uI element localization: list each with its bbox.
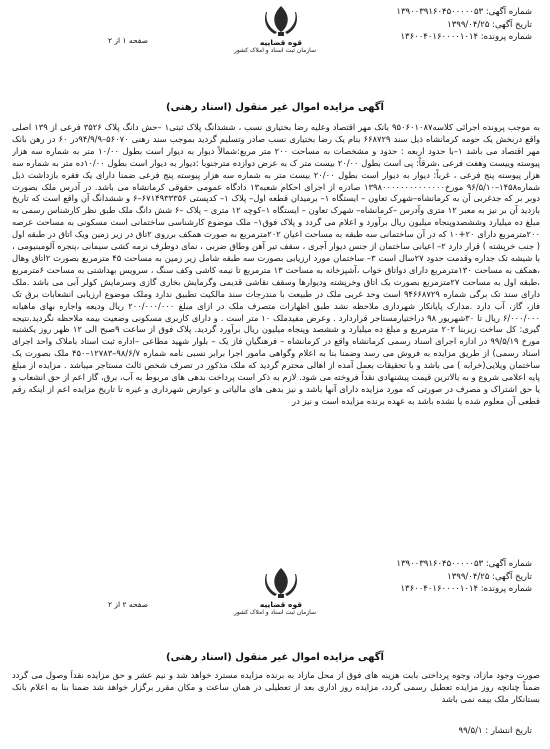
notice-meta-2 [396, 558, 532, 596]
page-label-1: صفحه ۱ از ۲ [108, 36, 148, 45]
notice-body-2: صورت وجود مازاد، وجوه پرداختی بابت هزینه های فوق از محل مازاد به برنده مزایده مسترد خواهد شد و نیم عشر و حق مزایده نقداً وصول می گردد ضمناً چنانچه روز مزایده تعطیل رسمی گردد، مزایده روز اداری بعد از تعطیلی در همان ساعت و مکان مقرر برگزار خواهد شد ضمنا بنا به اعلام بانک بستانکار ملک بیمه نمی باشد [12, 670, 540, 704]
logo-subtitle: سازمان ثبت اسناد و املاک کشور [233, 47, 316, 54]
logo-title: قوه قضاییه [259, 600, 303, 609]
publish-date: تاریخ انتشار : ۹۹/۵/۱ [458, 726, 532, 736]
case-number: شماره پرونده: ۱۳۶۰۰۴۰۱۶۰۰۰۰۱۰۱۴ [400, 32, 532, 42]
notice-body-1: به موجب پرونده اجرائی کلاسه۹۵۰۶۰۱۰۸۷ بانک مهر اقتصاد وعلیه رضا بختیاری نسب ، ششدانگ پلاک ثبتی۱ –حش دانگ پلاک ۳۵۲۶ فرعی از ۱۳۹ اصلی واقع دربخش یک حومه کرمانشاه ذیل سند ۶۶۸۷۲۹ بنام یک رضا بختیاری نسب صادر وتسلیم گردید بموجب سند رهنی ۵۶۰۷۰–۹۴/۹/۹در ۶۰ در رهن بانک مهر اقتصاد می باشد ۱–با حدود اربعه : حدود و مشخصات به مساحت ۲۰۰ متر مربع:شمالاً دیوار به دیوار است بطول ۱۰/۰۰ متر به شماره سه هزار پیوسته وییست وهفت فرعی ،شرقاً: پی است بطول ۲۰/۰۰ بیست متر ک به عرض دوازده مترجنوبا :دیوار به دیوار است بطول ۱۰/۰۰ده متر به شماره سه هزار پیوسته پنج فرعی ، غرباً: دیوار به دیوار است بطول ۲۰/۰۰ بیست متر به شماره سه هزار پیوسته پنج فرعی ضمنا دارای یک فقره بازداشت ذیل شماره۱۴۵۸–۹۶/۵/۱۰ مورخ۱۳۹۸۰۰۰۰۰۰۰۰۰۰۰۰۰۰ صادره از اجرای احکام شعبه۱۳ دادگاه عمومی حقوقی کرمانشاه می باشد. در آدرس ملک بصورت دوبر بر که جدغربی آن به کرمانشاه–شهرک تعاون – ایستگاه ۱– برمیدان قطعه اول– پلاک ۱– کدپستی ۶۷۱۴۹۳۳۳۵۶–۶ و ششدانگ آن واقع است که تاریخ بازدید آن بر نیز به معبر ۱۲ متری وآدرس –کرمانشاه– شهرک تعاون – ایستگاه ۱–کوچه ۱۲ متری – پلاک –۶ شش دانگ ملک طبق نظر کارشناس رسمی به مبلغ ده میلیارد وششصدوپنجاه میلیون ریال برآورد و اعلام می گردد و پلاک فوق۱– ملک موضوع کارشناسی ساختمانی است مسکونی به مساحت عرصه ۲۰۰مترمربع دارای ۲۰+۱۰ که در آن ساختمانی سه طبقه به مساحت اعیان ۲۰۲مترمربع به صورت همکف برروی ۲تاق در زیر زمین ویک اتاق در طبقه اول ( جنب خرپشته ) قرار دارد ۲– اعیانی ساختمان از جنس دیوار آجری ، سقف تیر آهن وطاق ضربی ، نمای دوطرف نرمه کشی سیمانی ،پنجره آلومینیومی ، با شیشه تک جداره وقدمت حدود ۲۷سال است ۳– ساختمان مورد ارزیابی بصورت سه طبقه شامل زیر زمین به مساحت ۴۵ مترمربع بصورت ۲اتاق وهال ،همکف به مساحت ۱۳۰مترمربع دارای دواتاق خواب ،آشپزخانه به مساحت ۱۳ مترمربع تا نیمه کاشی وکف سنگ ، سرویس بهداشتی به مساحت ۶مترمربع ،طبقه اول به مساحت ۲۷مترمربع بصورت یک اتاق وخرپشته ودیوارها وسقف نقاشی قدیمی وگرمایش بخاری گازی وسرمایش کولر آبی می باشد .ملک دارای سند تک برگی شماره ۹۴۶۶۸۷۲۹ است وحد غربی ملک در طبیعت با مندرجات سند مالکیت تطبیق ندارد وملک موضوع ارزیابی انشعابات برق تک فاز، گاز، آب دارد .مدارک پایانکار شهرداری ملاحظه نشد طبق اظهارات متصرف ملک در ازای مبلغ ۲۰۰/۰۰۰/۰۰۰ ریال ودیعه واجاره بهای ماهیانه ۶/۰۰۰/۰۰۰ ریال تا ۳۰شهریور ۹۸ دراختیارمستاجر قراردارد . وعرض مفیدملک ۱۰ متر است . و دارای کاربری مسکونی وضعیت بیمه ملاحظه نگردید.نتیجه گیری: کل ساخت زیربنا ۲۰۲ مترمربع و مبلغ ده میلیارد و ششصد وپنجاه میلیون ریال برآورد گردید. پلاک فوق از ساعت ۹صبح الی ۱۲ ظهر روز یکشنبه مورخ ۹۹/۵/۱۹ در اداره اجرای اسناد رسمی کرمانشاه واقع در کرمانشاه – فرهنگیان فاز یک – بلوار شهید مطاعی –اداره ثبت اسناد باملاک واحد اجرای اسناد رسمی) از طریق مزایده به فروش می رسد وضمنا بنا به اعلام وگواهی مامور اجرا برابر نسبی نامه شماره ۹۸/۶/۷–۱۲۷۸۳–۴۵۰ ملک بصورت یک ساختمان ویلایی(خرابه ) می باشد و با تحقیقات بعمل آمده از اهالی محترم گردید که ملک مذکور در تصرف شخص ثالث مستاجر میباشد . مزایده از مبلغ پایه اعلامی شروع و به بالاترین قیمت پیشنهادی نقداً فروخته می شود. لازم به ذکر است پرداخت بدهی های مربوط به آب، برق، گاز اعم از حق انشعاب و یا حق اشتراک و مصرف در صورتی که مورد مزایده دارای آنها باشد و نیز بدهی های مالیاتی و عوارض شهرداری و غیره تا تاریخ مزایده اعم از اینکه رقم قطعی آن معلوم شده یا نشده باشد به عهده برنده مزایده است و نیز در [12, 122, 540, 406]
ad-date: تاریخ آگهی: ۱۳۹۹/۰۴/۲۵ [447, 571, 532, 582]
case-number: شماره پرونده: ۱۳۶۰۰۴۰۱۶۰۰۰۰۱۰۱۴ [400, 584, 532, 594]
logo-subtitle: سازمان ثبت اسناد و املاک کشور [233, 609, 316, 616]
notice-header-1 [0, 0, 550, 66]
ad-number: شماره آگهی: ۱۳۹۰۰۳۹۱۶۰۴۵۰۰۰۰۰۵۳ [396, 559, 532, 569]
judiciary-logo [233, 566, 316, 617]
ad-date: تاریخ آگهی: ۱۳۹۹/۰۴/۲۵ [447, 19, 532, 30]
notice-header-2 [0, 552, 550, 618]
judiciary-logo [233, 4, 316, 55]
ad-number: شماره آگهی: ۱۳۹۰۰۳۹۱۶۰۴۵۰۰۰۰۰۵۳ [396, 7, 532, 17]
emblem-icon [261, 4, 301, 38]
notice-meta-1 [396, 6, 532, 44]
notice-title-2: آگهی مزایده اموال غیر منقول (اسناد رهنی) [166, 652, 384, 663]
notice-title-1: آگهی مزایده اموال غیر منقول (اسناد رهنی) [166, 102, 384, 113]
emblem-icon [261, 566, 301, 600]
page-label-2: صفحه ۲ از ۲ [108, 600, 148, 609]
logo-title: قوه قضاییه [259, 38, 303, 47]
